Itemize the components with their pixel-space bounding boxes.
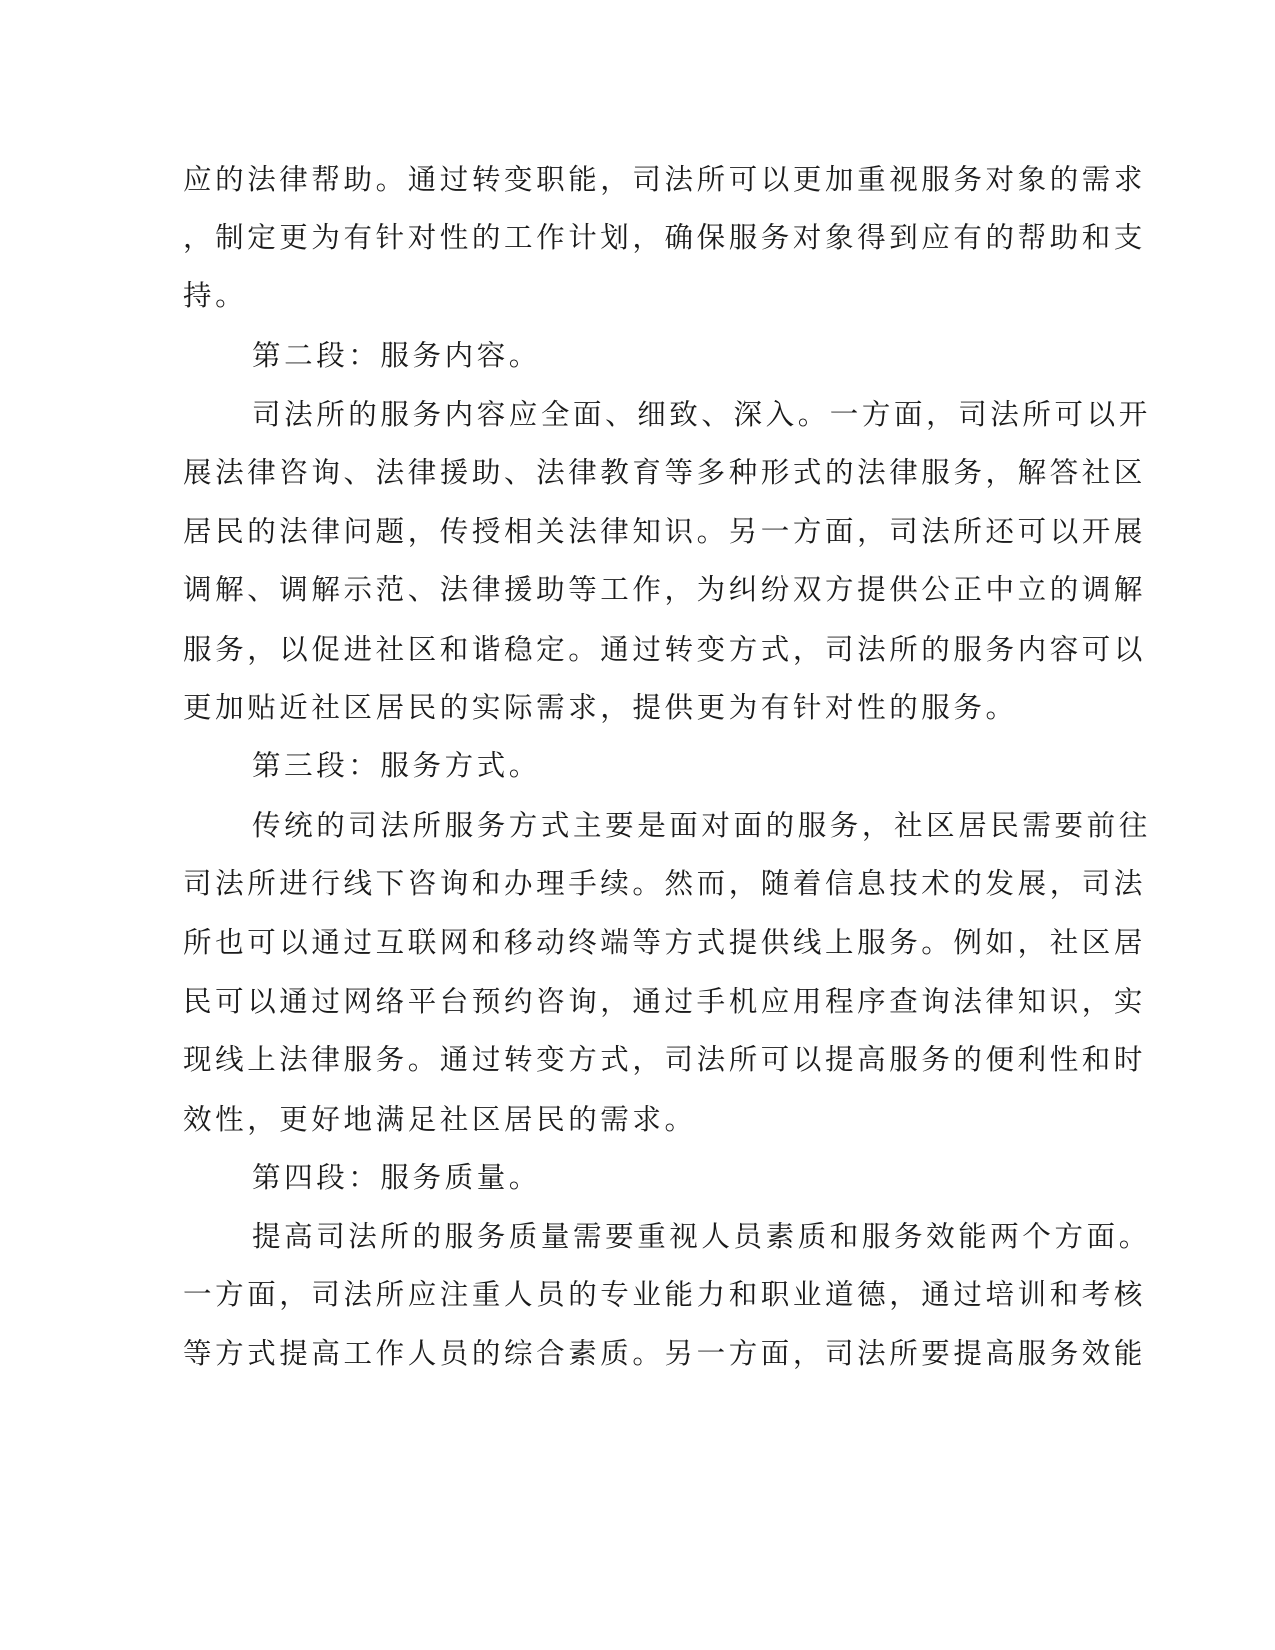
text-line: 提高司法所的服务质量需要重视人员素质和服务效能两个方面。 [252,1220,1151,1253]
text-line: 司法所进行线下咨询和办理手续。然而，随着信息技术的发展，司法 [183,867,1147,900]
text-line: 效性，更好地满足社区居民的需求。 [183,1103,697,1136]
text-line: 服务，以促进社区和谐稳定。通过转变方式，司法所的服务内容可以 [183,633,1147,666]
text-line: 现线上法律服务。通过转变方式，司法所可以提高服务的便利性和时 [183,1043,1147,1076]
text-line: 民可以通过网络平台预约咨询，通过手机应用程序查询法律知识，实 [183,985,1147,1018]
section-heading: 第三段：服务方式。 [252,749,541,782]
text-line: 持。 [183,279,248,312]
text-line: 等方式提高工作人员的综合素质。另一方面，司法所要提高服务效能 [183,1337,1147,1370]
text-line: 一方面，司法所应注重人员的专业能力和职业道德，通过培训和考核 [183,1278,1147,1311]
text-line: 居民的法律问题，传授相关法律知识。另一方面，司法所还可以开展 [183,515,1147,548]
text-line: 所也可以通过互联网和移动终端等方式提供线上服务。例如，社区居 [183,926,1147,959]
text-line: 调解、调解示范、法律援助等工作，为纠纷双方提供公正中立的调解 [183,573,1147,606]
section-heading: 第四段：服务质量。 [252,1161,541,1194]
text-line: 展法律咨询、法律援助、法律教育等多种形式的法律服务，解答社区 [183,456,1147,489]
text-line: 更加贴近社区居民的实际需求，提供更为有针对性的服务。 [183,691,1018,724]
text-line: 司法所的服务内容应全面、细致、深入。一方面，司法所可以开 [252,398,1151,431]
text-line: ，制定更为有针对性的工作计划，确保服务对象得到应有的帮助和支 [183,221,1147,254]
section-heading: 第二段：服务内容。 [252,339,541,372]
text-line: 传统的司法所服务方式主要是面对面的服务，社区居民需要前往 [252,809,1151,842]
text-line: 应的法律帮助。通过转变职能，司法所可以更加重视服务对象的需求 [183,163,1147,196]
